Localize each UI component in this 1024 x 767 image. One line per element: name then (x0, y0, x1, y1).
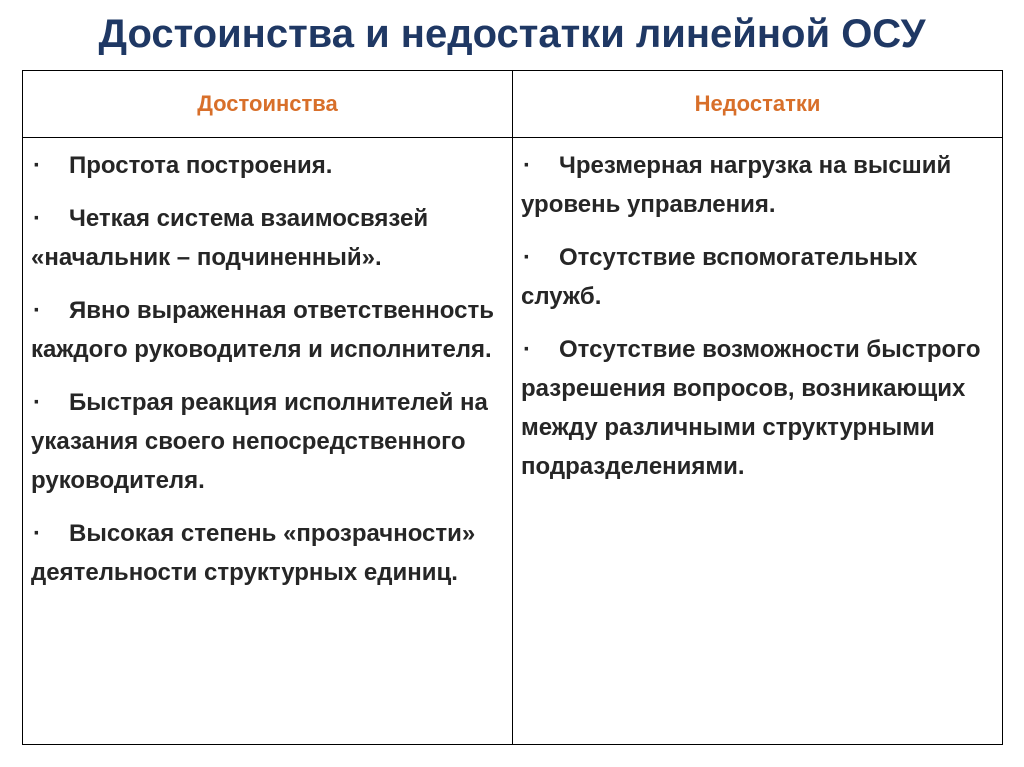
advantage-text: Четкая система взаимосвязей «начальник – подчиненный». (31, 205, 429, 271)
advantage-item (31, 514, 504, 592)
bullet: · (523, 152, 531, 179)
disadvantages-cell (513, 138, 1003, 745)
advantage-item (31, 383, 504, 500)
table-body-row (23, 138, 1003, 745)
advantage-text: Простота построения. (69, 152, 333, 179)
advantage-item (31, 291, 504, 369)
disadvantage-item (521, 146, 994, 224)
disadvantage-item (521, 330, 994, 486)
advantage-text: Явно выраженная ответственность каждого руководителя и исполнителя. (31, 297, 494, 363)
bullet: · (33, 297, 41, 324)
disadvantage-text: Чрезмерная нагрузка на высший уровень управления. (521, 152, 952, 218)
disadvantage-text: Отсутствие возможности быстрого разрешения вопросов, возникающих между различными структурными подразделениями. (521, 336, 981, 480)
bullet: · (33, 520, 41, 547)
comparison-table (22, 70, 1003, 745)
bullet: · (523, 244, 531, 271)
disadvantage-item (521, 238, 994, 316)
advantage-item (31, 146, 504, 185)
bullet: · (33, 205, 41, 232)
bullet: · (33, 389, 41, 416)
advantage-item (31, 199, 504, 277)
disadvantage-text: Отсутствие вспомогательных служб. (521, 244, 918, 310)
header-advantages: Достоинства (23, 71, 513, 138)
bullet: · (33, 152, 41, 179)
advantages-cell (23, 138, 513, 745)
slide-title: Достоинства и недостатки линейной ОСУ (98, 12, 926, 56)
advantage-text: Высокая степень «прозрачности» деятельности структурных единиц. (31, 520, 476, 586)
advantage-text: Быстрая реакция исполнителей на указания своего непосредственного руководителя. (31, 389, 488, 494)
table-header-row (23, 71, 1003, 138)
header-disadvantages: Недостатки (513, 71, 1003, 138)
bullet: · (523, 336, 531, 363)
